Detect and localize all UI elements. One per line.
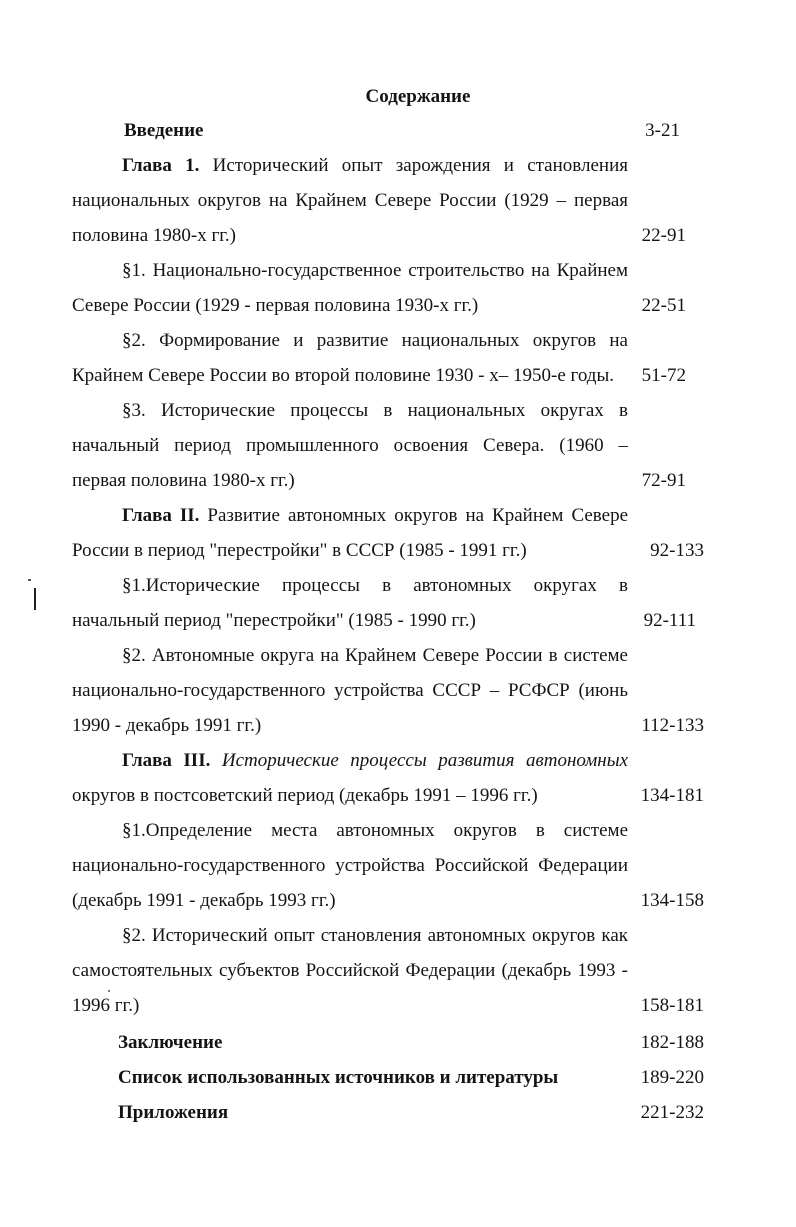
toc-pages: 158-181 (640, 995, 704, 1016)
toc-text: национально-государственного устройства Российской Федерации (72, 855, 628, 876)
toc-text: самостоятельных субъектов Российской Федерации (декабрь 1993 - (72, 960, 628, 981)
toc-text: §3. Исторические процессы в национальных округах в (122, 400, 628, 421)
toc-text: 1996 гг.) (72, 995, 140, 1016)
toc-text: §1.Исторические процессы в автономных округах в (122, 575, 628, 596)
toc-entry-appendix (72, 1095, 704, 1130)
toc-text: §1.Определение места автономных округов в системе (122, 820, 628, 841)
toc-text: половина 1980-х гг.) (72, 225, 236, 246)
toc-pages: 134-158 (640, 890, 704, 911)
toc-text: 1990 - декабрь 1991 гг.) (72, 715, 262, 736)
toc-entry-chapter-3 (72, 743, 704, 813)
toc-text: Крайнем Севере России во второй половине 1930 - х– 1950-е годы. (72, 365, 614, 386)
toc-pages: 22-51 (641, 295, 686, 316)
scan-speck (28, 579, 31, 581)
toc-entry-ch1-sec3 (72, 393, 704, 498)
toc-text: начальный период промышленного освоения Севера. (1960 – (72, 435, 628, 456)
toc-entry-chapter-1 (72, 148, 704, 253)
toc-text: §2. Исторический опыт становления автономных округов как (122, 925, 628, 946)
toc-text: первая половина 1980-х гг.) (72, 470, 295, 491)
toc-text: §1. Национально-государственное строительство на Крайнем (122, 260, 628, 281)
toc-pages: 221-232 (640, 1102, 704, 1123)
chapter-heading: Глава 1. (122, 155, 200, 176)
toc-entry-ch2-sec1 (72, 568, 704, 638)
toc-entry-ch1-sec1 (72, 253, 704, 323)
toc-pages: 92-133 (650, 540, 704, 561)
chapter-heading: Глава II. (122, 505, 200, 526)
toc-label: Список использованных источников и литературы (118, 1067, 559, 1088)
toc-text: Исторический опыт зарождения и становления (212, 155, 628, 176)
toc-entry-sources (72, 1060, 704, 1095)
toc-entry-ch3-sec1 (72, 813, 704, 918)
toc-pages: 112-133 (641, 715, 704, 736)
toc-text: (декабрь 1991 - декабрь 1993 гг.) (72, 890, 336, 911)
toc-pages: 22-91 (641, 225, 686, 246)
toc-text: Севере России (1929 - первая половина 1930-х гг.) (72, 295, 479, 316)
chapter-heading: Глава III. (122, 750, 211, 771)
toc-text: §2. Автономные округа на Крайнем Севере России в системе (122, 645, 628, 666)
toc-entry-ch1-sec2 (72, 323, 704, 393)
toc-text: национальных округов на Крайнем Севере России (1929 – первая (72, 190, 628, 211)
toc-text: §2. Формирование и развитие национальных округов на (122, 330, 628, 351)
toc-label: Приложения (118, 1102, 229, 1123)
toc-label: Введение (124, 120, 204, 141)
scan-margin-mark (34, 588, 36, 610)
toc-pages: 189-220 (640, 1067, 704, 1088)
toc-pages: 134-181 (640, 785, 704, 806)
toc-pages: 182-188 (640, 1032, 704, 1053)
page-title: Содержание (365, 86, 471, 107)
scan-speck (108, 990, 110, 992)
toc-label: Заключение (118, 1032, 223, 1053)
toc-pages: 72-91 (641, 470, 686, 491)
toc-text: Исторические процессы развития автономных (221, 750, 628, 771)
toc-entry-ch2-sec2 (72, 638, 704, 743)
toc-text: России в период "перестройки" в СССР (1985 - 1991 гг.) (72, 540, 527, 561)
toc-entry-intro (72, 113, 704, 148)
toc-pages: 92-111 (643, 610, 696, 631)
toc-entry-conclusion (72, 1025, 704, 1060)
toc-text: Развитие автономных округов на Крайнем Севере (207, 505, 629, 526)
toc-pages: 51-72 (641, 365, 686, 386)
toc-entry-chapter-2 (72, 498, 704, 568)
toc-text: национально-государственного устройства СССР – РСФСР (июнь (72, 680, 628, 701)
toc-pages: 3-21 (645, 120, 680, 141)
toc-text: округов в постсоветский период (декабрь 1991 – 1996 гг.) (72, 785, 538, 806)
toc-text: начальный период "перестройки" (1985 - 1990 гг.) (72, 610, 476, 631)
toc-entry-ch3-sec2 (72, 918, 704, 1023)
